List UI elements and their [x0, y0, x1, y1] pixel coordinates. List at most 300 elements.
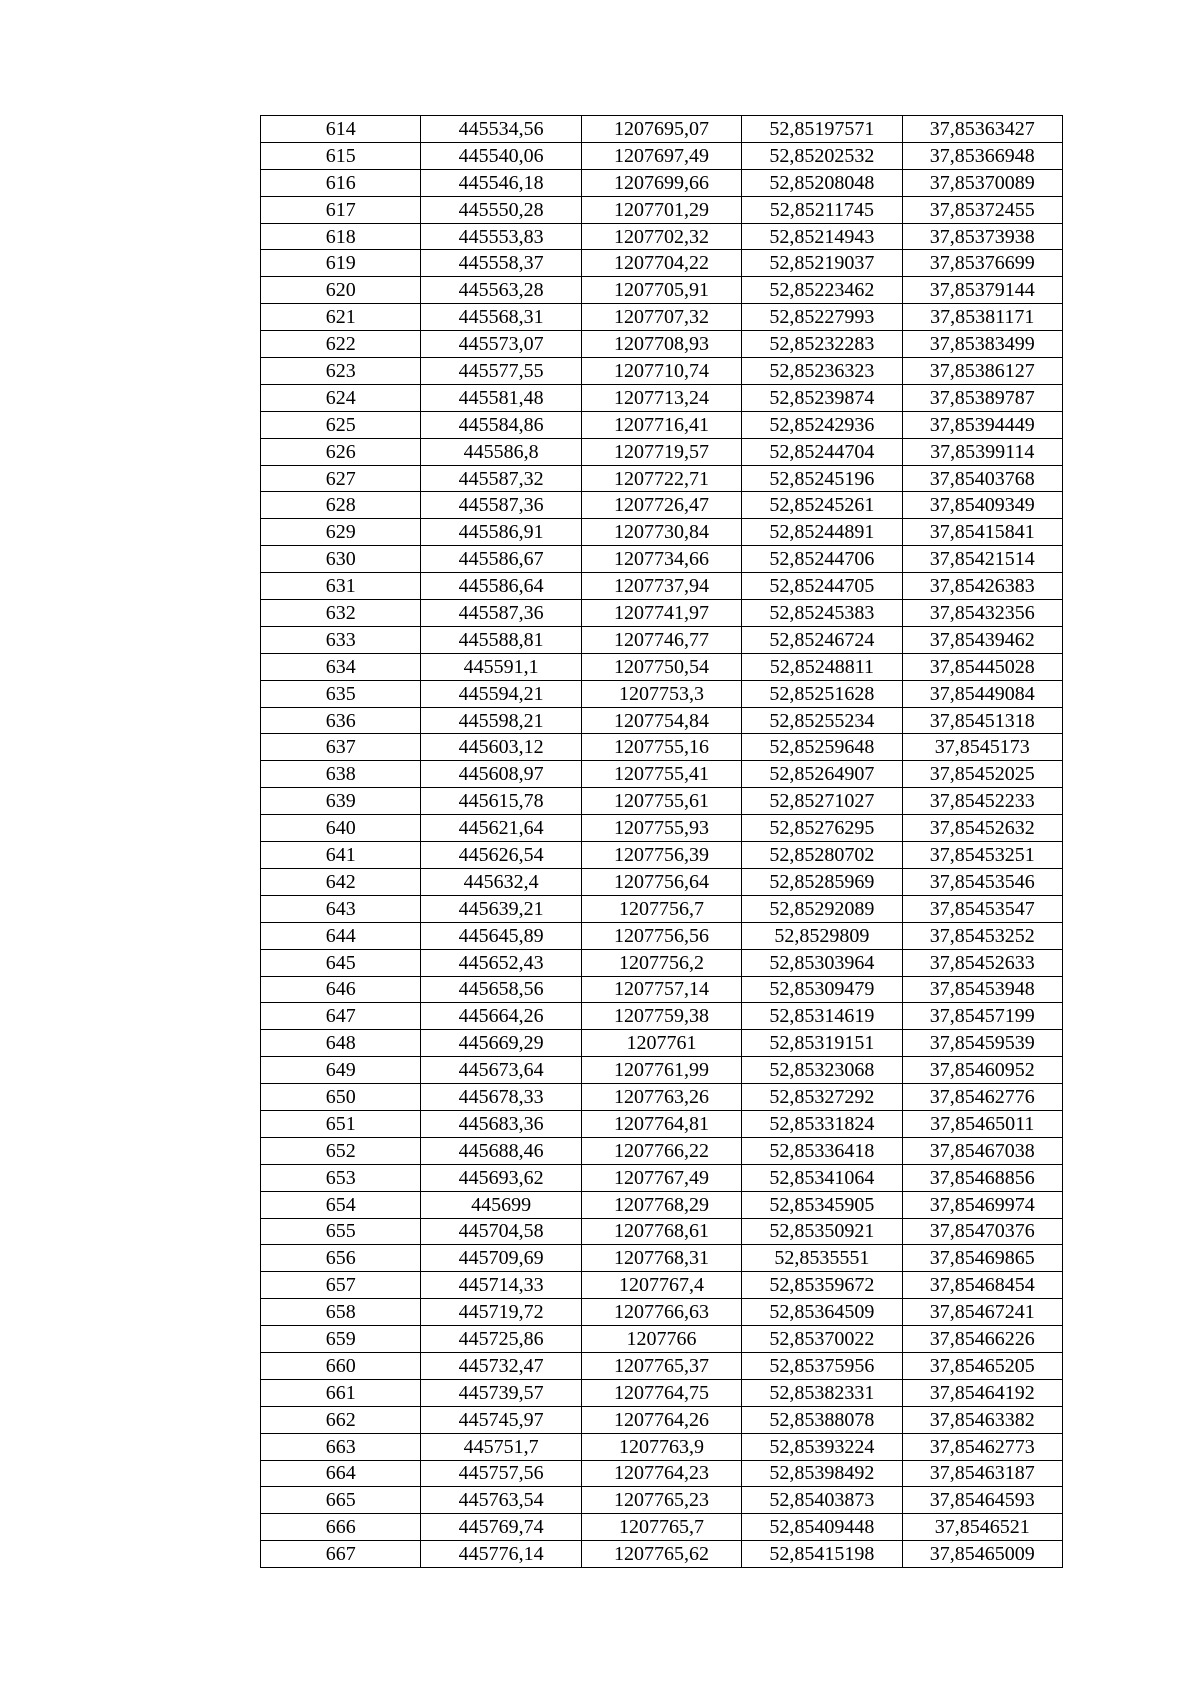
y-coordinate-cell: 1207756,64 [581, 868, 741, 895]
table-row [261, 600, 1063, 627]
table-row [261, 761, 1063, 788]
longitude-cell: 37,85452632 [902, 815, 1062, 842]
x-coordinate-cell: 445546,18 [421, 169, 581, 196]
table-row [261, 384, 1063, 411]
y-coordinate-cell: 1207737,94 [581, 573, 741, 600]
point-number-cell: 647 [261, 1003, 421, 1030]
longitude-cell: 37,85439462 [902, 626, 1062, 653]
x-coordinate-cell: 445615,78 [421, 788, 581, 815]
y-coordinate-cell: 1207710,74 [581, 358, 741, 385]
latitude-cell: 52,85246724 [742, 626, 902, 653]
point-number-cell: 651 [261, 1110, 421, 1137]
latitude-cell: 52,85359672 [742, 1272, 902, 1299]
coordinates-table [260, 115, 1063, 1568]
latitude-cell: 52,85415198 [742, 1541, 902, 1568]
latitude-cell: 52,85303964 [742, 949, 902, 976]
table-row [261, 922, 1063, 949]
y-coordinate-cell: 1207757,14 [581, 976, 741, 1003]
point-number-cell: 657 [261, 1272, 421, 1299]
point-number-cell: 627 [261, 465, 421, 492]
table-row [261, 1003, 1063, 1030]
longitude-cell: 37,85451318 [902, 707, 1062, 734]
longitude-cell: 37,85462773 [902, 1433, 1062, 1460]
table-row [261, 573, 1063, 600]
longitude-cell: 37,85452025 [902, 761, 1062, 788]
point-number-cell: 628 [261, 492, 421, 519]
table-row [261, 250, 1063, 277]
point-number-cell: 656 [261, 1245, 421, 1272]
longitude-cell: 37,85383499 [902, 331, 1062, 358]
table-row [261, 734, 1063, 761]
point-number-cell: 621 [261, 304, 421, 331]
point-number-cell: 662 [261, 1406, 421, 1433]
longitude-cell: 37,85453252 [902, 922, 1062, 949]
table-row [261, 1084, 1063, 1111]
y-coordinate-cell: 1207763,9 [581, 1433, 741, 1460]
table-row [261, 1030, 1063, 1057]
y-coordinate-cell: 1207741,97 [581, 600, 741, 627]
y-coordinate-cell: 1207756,56 [581, 922, 741, 949]
point-number-cell: 665 [261, 1487, 421, 1514]
point-number-cell: 634 [261, 653, 421, 680]
point-number-cell: 625 [261, 411, 421, 438]
x-coordinate-cell: 445639,21 [421, 895, 581, 922]
table-row [261, 976, 1063, 1003]
latitude-cell: 52,85403873 [742, 1487, 902, 1514]
x-coordinate-cell: 445645,89 [421, 922, 581, 949]
x-coordinate-cell: 445598,21 [421, 707, 581, 734]
y-coordinate-cell: 1207704,22 [581, 250, 741, 277]
y-coordinate-cell: 1207726,47 [581, 492, 741, 519]
point-number-cell: 615 [261, 142, 421, 169]
y-coordinate-cell: 1207755,16 [581, 734, 741, 761]
table-row [261, 1541, 1063, 1568]
y-coordinate-cell: 1207761,99 [581, 1057, 741, 1084]
longitude-cell: 37,85459539 [902, 1030, 1062, 1057]
table-row [261, 949, 1063, 976]
x-coordinate-cell: 445587,36 [421, 492, 581, 519]
longitude-cell: 37,85465011 [902, 1110, 1062, 1137]
latitude-cell: 52,85264907 [742, 761, 902, 788]
table-row [261, 1460, 1063, 1487]
x-coordinate-cell: 445757,56 [421, 1460, 581, 1487]
longitude-cell: 37,85381171 [902, 304, 1062, 331]
x-coordinate-cell: 445664,26 [421, 1003, 581, 1030]
longitude-cell: 37,85373938 [902, 223, 1062, 250]
x-coordinate-cell: 445586,8 [421, 438, 581, 465]
y-coordinate-cell: 1207713,24 [581, 384, 741, 411]
x-coordinate-cell: 445769,74 [421, 1514, 581, 1541]
latitude-cell: 52,85227993 [742, 304, 902, 331]
x-coordinate-cell: 445678,33 [421, 1084, 581, 1111]
table-row [261, 680, 1063, 707]
longitude-cell: 37,85386127 [902, 358, 1062, 385]
x-coordinate-cell: 445704,58 [421, 1218, 581, 1245]
longitude-cell: 37,85470376 [902, 1218, 1062, 1245]
latitude-cell: 52,85244705 [742, 573, 902, 600]
y-coordinate-cell: 1207764,26 [581, 1406, 741, 1433]
table-row [261, 1326, 1063, 1353]
longitude-cell: 37,85389787 [902, 384, 1062, 411]
latitude-cell: 52,85239874 [742, 384, 902, 411]
latitude-cell: 52,85341064 [742, 1164, 902, 1191]
latitude-cell: 52,85219037 [742, 250, 902, 277]
latitude-cell: 52,85285969 [742, 868, 902, 895]
latitude-cell: 52,85350921 [742, 1218, 902, 1245]
point-number-cell: 652 [261, 1137, 421, 1164]
latitude-cell: 52,85336418 [742, 1137, 902, 1164]
y-coordinate-cell: 1207695,07 [581, 116, 741, 143]
x-coordinate-cell: 445603,12 [421, 734, 581, 761]
longitude-cell: 37,85457199 [902, 1003, 1062, 1030]
x-coordinate-cell: 445626,54 [421, 842, 581, 869]
longitude-cell: 37,85466226 [902, 1326, 1062, 1353]
latitude-cell: 52,85323068 [742, 1057, 902, 1084]
longitude-cell: 37,85372455 [902, 196, 1062, 223]
point-number-cell: 623 [261, 358, 421, 385]
x-coordinate-cell: 445591,1 [421, 653, 581, 680]
table-row [261, 1191, 1063, 1218]
longitude-cell: 37,8545173 [902, 734, 1062, 761]
x-coordinate-cell: 445725,86 [421, 1326, 581, 1353]
point-number-cell: 622 [261, 331, 421, 358]
longitude-cell: 37,85376699 [902, 250, 1062, 277]
longitude-cell: 37,85453547 [902, 895, 1062, 922]
y-coordinate-cell: 1207766 [581, 1326, 741, 1353]
x-coordinate-cell: 445673,64 [421, 1057, 581, 1084]
x-coordinate-cell: 445652,43 [421, 949, 581, 976]
x-coordinate-cell: 445683,36 [421, 1110, 581, 1137]
table-row [261, 1110, 1063, 1137]
point-number-cell: 629 [261, 519, 421, 546]
longitude-cell: 37,85464593 [902, 1487, 1062, 1514]
latitude-cell: 52,85197571 [742, 116, 902, 143]
table-row [261, 1487, 1063, 1514]
y-coordinate-cell: 1207722,71 [581, 465, 741, 492]
y-coordinate-cell: 1207716,41 [581, 411, 741, 438]
table-row [261, 1218, 1063, 1245]
table-row [261, 438, 1063, 465]
latitude-cell: 52,85236323 [742, 358, 902, 385]
point-number-cell: 638 [261, 761, 421, 788]
latitude-cell: 52,85331824 [742, 1110, 902, 1137]
longitude-cell: 37,85469865 [902, 1245, 1062, 1272]
latitude-cell: 52,85370022 [742, 1326, 902, 1353]
y-coordinate-cell: 1207767,49 [581, 1164, 741, 1191]
x-coordinate-cell: 445587,36 [421, 600, 581, 627]
point-number-cell: 658 [261, 1299, 421, 1326]
y-coordinate-cell: 1207755,61 [581, 788, 741, 815]
longitude-cell: 37,85453251 [902, 842, 1062, 869]
x-coordinate-cell: 445621,64 [421, 815, 581, 842]
x-coordinate-cell: 445658,56 [421, 976, 581, 1003]
point-number-cell: 620 [261, 277, 421, 304]
table-row [261, 142, 1063, 169]
y-coordinate-cell: 1207730,84 [581, 519, 741, 546]
point-number-cell: 654 [261, 1191, 421, 1218]
longitude-cell: 37,85445028 [902, 653, 1062, 680]
point-number-cell: 640 [261, 815, 421, 842]
x-coordinate-cell: 445588,81 [421, 626, 581, 653]
table-row [261, 707, 1063, 734]
x-coordinate-cell: 445608,97 [421, 761, 581, 788]
longitude-cell: 37,85467038 [902, 1137, 1062, 1164]
x-coordinate-cell: 445732,47 [421, 1352, 581, 1379]
point-number-cell: 646 [261, 976, 421, 1003]
x-coordinate-cell: 445534,56 [421, 116, 581, 143]
point-number-cell: 648 [261, 1030, 421, 1057]
y-coordinate-cell: 1207763,26 [581, 1084, 741, 1111]
latitude-cell: 52,85244706 [742, 546, 902, 573]
y-coordinate-cell: 1207746,77 [581, 626, 741, 653]
longitude-cell: 37,85452233 [902, 788, 1062, 815]
table-row [261, 1137, 1063, 1164]
table-row [261, 169, 1063, 196]
table-row [261, 1299, 1063, 1326]
y-coordinate-cell: 1207765,23 [581, 1487, 741, 1514]
point-number-cell: 633 [261, 626, 421, 653]
x-coordinate-cell: 445587,32 [421, 465, 581, 492]
point-number-cell: 663 [261, 1433, 421, 1460]
y-coordinate-cell: 1207764,75 [581, 1379, 741, 1406]
x-coordinate-cell: 445586,91 [421, 519, 581, 546]
x-coordinate-cell: 445573,07 [421, 331, 581, 358]
x-coordinate-cell: 445584,86 [421, 411, 581, 438]
point-number-cell: 632 [261, 600, 421, 627]
longitude-cell: 37,85409349 [902, 492, 1062, 519]
y-coordinate-cell: 1207764,23 [581, 1460, 741, 1487]
point-number-cell: 619 [261, 250, 421, 277]
latitude-cell: 52,85223462 [742, 277, 902, 304]
latitude-cell: 52,85248811 [742, 653, 902, 680]
point-number-cell: 616 [261, 169, 421, 196]
y-coordinate-cell: 1207761 [581, 1030, 741, 1057]
y-coordinate-cell: 1207719,57 [581, 438, 741, 465]
y-coordinate-cell: 1207766,22 [581, 1137, 741, 1164]
x-coordinate-cell: 445632,4 [421, 868, 581, 895]
x-coordinate-cell: 445669,29 [421, 1030, 581, 1057]
table-row [261, 116, 1063, 143]
longitude-cell: 37,85462776 [902, 1084, 1062, 1111]
x-coordinate-cell: 445688,46 [421, 1137, 581, 1164]
table-row [261, 277, 1063, 304]
x-coordinate-cell: 445739,57 [421, 1379, 581, 1406]
longitude-cell: 37,85469974 [902, 1191, 1062, 1218]
point-number-cell: 664 [261, 1460, 421, 1487]
point-number-cell: 667 [261, 1541, 421, 1568]
table-row [261, 465, 1063, 492]
table-row [261, 1057, 1063, 1084]
longitude-cell: 37,85468856 [902, 1164, 1062, 1191]
latitude-cell: 52,85382331 [742, 1379, 902, 1406]
y-coordinate-cell: 1207766,63 [581, 1299, 741, 1326]
x-coordinate-cell: 445558,37 [421, 250, 581, 277]
point-number-cell: 649 [261, 1057, 421, 1084]
longitude-cell: 37,85379144 [902, 277, 1062, 304]
table-row [261, 868, 1063, 895]
y-coordinate-cell: 1207755,41 [581, 761, 741, 788]
x-coordinate-cell: 445563,28 [421, 277, 581, 304]
coordinates-table-body [261, 116, 1063, 1568]
latitude-cell: 52,85232283 [742, 331, 902, 358]
y-coordinate-cell: 1207756,7 [581, 895, 741, 922]
latitude-cell: 52,85214943 [742, 223, 902, 250]
point-number-cell: 626 [261, 438, 421, 465]
y-coordinate-cell: 1207753,3 [581, 680, 741, 707]
table-row [261, 358, 1063, 385]
latitude-cell: 52,85345905 [742, 1191, 902, 1218]
point-number-cell: 639 [261, 788, 421, 815]
y-coordinate-cell: 1207755,93 [581, 815, 741, 842]
longitude-cell: 37,85467241 [902, 1299, 1062, 1326]
latitude-cell: 52,8535551 [742, 1245, 902, 1272]
latitude-cell: 52,85251628 [742, 680, 902, 707]
y-coordinate-cell: 1207764,81 [581, 1110, 741, 1137]
y-coordinate-cell: 1207754,84 [581, 707, 741, 734]
point-number-cell: 655 [261, 1218, 421, 1245]
y-coordinate-cell: 1207759,38 [581, 1003, 741, 1030]
latitude-cell: 52,85211745 [742, 196, 902, 223]
longitude-cell: 37,85363427 [902, 116, 1062, 143]
x-coordinate-cell: 445709,69 [421, 1245, 581, 1272]
longitude-cell: 37,85370089 [902, 169, 1062, 196]
longitude-cell: 37,8546521 [902, 1514, 1062, 1541]
table-row [261, 223, 1063, 250]
point-number-cell: 644 [261, 922, 421, 949]
longitude-cell: 37,85468454 [902, 1272, 1062, 1299]
table-row [261, 1406, 1063, 1433]
x-coordinate-cell: 445581,48 [421, 384, 581, 411]
table-row [261, 1272, 1063, 1299]
x-coordinate-cell: 445553,83 [421, 223, 581, 250]
table-row [261, 1352, 1063, 1379]
y-coordinate-cell: 1207699,66 [581, 169, 741, 196]
latitude-cell: 52,85393224 [742, 1433, 902, 1460]
longitude-cell: 37,85463187 [902, 1460, 1062, 1487]
y-coordinate-cell: 1207702,32 [581, 223, 741, 250]
x-coordinate-cell: 445540,06 [421, 142, 581, 169]
latitude-cell: 52,85245383 [742, 600, 902, 627]
point-number-cell: 637 [261, 734, 421, 761]
table-row [261, 519, 1063, 546]
table-row [261, 304, 1063, 331]
y-coordinate-cell: 1207734,66 [581, 546, 741, 573]
point-number-cell: 659 [261, 1326, 421, 1353]
x-coordinate-cell: 445594,21 [421, 680, 581, 707]
latitude-cell: 52,85364509 [742, 1299, 902, 1326]
x-coordinate-cell: 445745,97 [421, 1406, 581, 1433]
x-coordinate-cell: 445714,33 [421, 1272, 581, 1299]
x-coordinate-cell: 445699 [421, 1191, 581, 1218]
y-coordinate-cell: 1207705,91 [581, 277, 741, 304]
longitude-cell: 37,85453948 [902, 976, 1062, 1003]
longitude-cell: 37,85465009 [902, 1541, 1062, 1568]
table-row [261, 1379, 1063, 1406]
x-coordinate-cell: 445719,72 [421, 1299, 581, 1326]
y-coordinate-cell: 1207707,32 [581, 304, 741, 331]
latitude-cell: 52,85327292 [742, 1084, 902, 1111]
y-coordinate-cell: 1207765,37 [581, 1352, 741, 1379]
point-number-cell: 636 [261, 707, 421, 734]
longitude-cell: 37,85463382 [902, 1406, 1062, 1433]
longitude-cell: 37,85403768 [902, 465, 1062, 492]
point-number-cell: 643 [261, 895, 421, 922]
longitude-cell: 37,85452633 [902, 949, 1062, 976]
longitude-cell: 37,85399114 [902, 438, 1062, 465]
latitude-cell: 52,85255234 [742, 707, 902, 734]
table-row [261, 895, 1063, 922]
y-coordinate-cell: 1207768,31 [581, 1245, 741, 1272]
y-coordinate-cell: 1207768,61 [581, 1218, 741, 1245]
table-row [261, 626, 1063, 653]
latitude-cell: 52,85244704 [742, 438, 902, 465]
point-number-cell: 631 [261, 573, 421, 600]
x-coordinate-cell: 445577,55 [421, 358, 581, 385]
latitude-cell: 52,85245261 [742, 492, 902, 519]
longitude-cell: 37,85394449 [902, 411, 1062, 438]
y-coordinate-cell: 1207708,93 [581, 331, 741, 358]
latitude-cell: 52,85375956 [742, 1352, 902, 1379]
point-number-cell: 624 [261, 384, 421, 411]
latitude-cell: 52,85398492 [742, 1460, 902, 1487]
y-coordinate-cell: 1207750,54 [581, 653, 741, 680]
longitude-cell: 37,85415841 [902, 519, 1062, 546]
latitude-cell: 52,85276295 [742, 815, 902, 842]
latitude-cell: 52,85280702 [742, 842, 902, 869]
table-row [261, 1164, 1063, 1191]
x-coordinate-cell: 445586,64 [421, 573, 581, 600]
latitude-cell: 52,85409448 [742, 1514, 902, 1541]
y-coordinate-cell: 1207697,49 [581, 142, 741, 169]
longitude-cell: 37,85449084 [902, 680, 1062, 707]
point-number-cell: 650 [261, 1084, 421, 1111]
y-coordinate-cell: 1207768,29 [581, 1191, 741, 1218]
point-number-cell: 635 [261, 680, 421, 707]
table-row [261, 492, 1063, 519]
point-number-cell: 641 [261, 842, 421, 869]
longitude-cell: 37,85465205 [902, 1352, 1062, 1379]
y-coordinate-cell: 1207701,29 [581, 196, 741, 223]
table-row [261, 411, 1063, 438]
latitude-cell: 52,85245196 [742, 465, 902, 492]
latitude-cell: 52,85242936 [742, 411, 902, 438]
table-row [261, 196, 1063, 223]
x-coordinate-cell: 445586,67 [421, 546, 581, 573]
x-coordinate-cell: 445550,28 [421, 196, 581, 223]
table-row [261, 653, 1063, 680]
latitude-cell: 52,85202532 [742, 142, 902, 169]
table-row [261, 1245, 1063, 1272]
point-number-cell: 618 [261, 223, 421, 250]
y-coordinate-cell: 1207756,39 [581, 842, 741, 869]
latitude-cell: 52,85244891 [742, 519, 902, 546]
point-number-cell: 614 [261, 116, 421, 143]
point-number-cell: 630 [261, 546, 421, 573]
latitude-cell: 52,8529809 [742, 922, 902, 949]
longitude-cell: 37,85421514 [902, 546, 1062, 573]
latitude-cell: 52,85314619 [742, 1003, 902, 1030]
point-number-cell: 660 [261, 1352, 421, 1379]
longitude-cell: 37,85432356 [902, 600, 1062, 627]
point-number-cell: 661 [261, 1379, 421, 1406]
point-number-cell: 645 [261, 949, 421, 976]
longitude-cell: 37,85366948 [902, 142, 1062, 169]
latitude-cell: 52,85319151 [742, 1030, 902, 1057]
table-row [261, 788, 1063, 815]
longitude-cell: 37,85453546 [902, 868, 1062, 895]
x-coordinate-cell: 445776,14 [421, 1541, 581, 1568]
y-coordinate-cell: 1207767,4 [581, 1272, 741, 1299]
